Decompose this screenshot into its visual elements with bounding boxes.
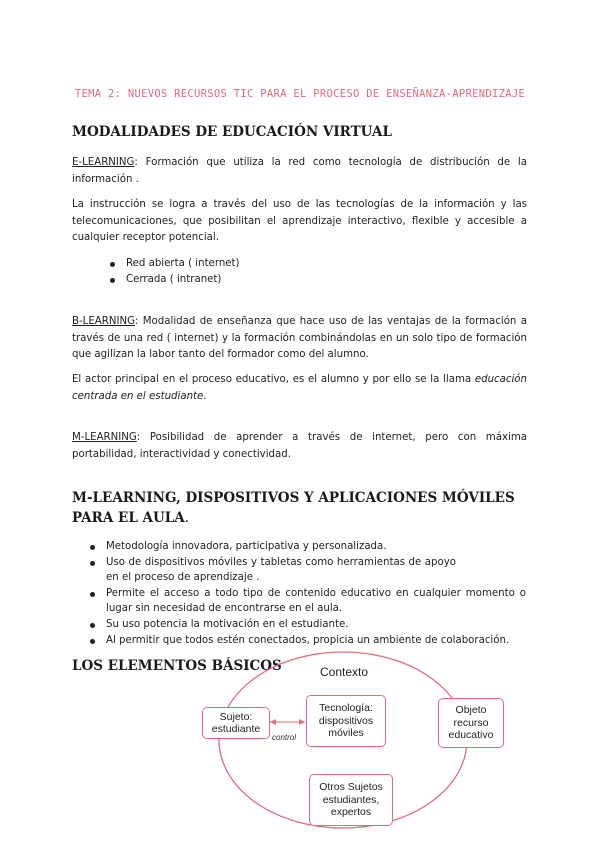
heading-mlearning-suffix: . [184,510,190,526]
list-item: Permite el acceso a todo tipo de contenido educativo en cualquier momento o lugar sin necesidad de encontrarse en el aula. [86,586,526,617]
mlearning-definition [72,430,527,463]
arrow-right-icon [299,719,305,725]
node-objeto-recurso: Objeto recurso educativo [438,698,504,748]
mlearning-term: M-LEARNING [72,432,137,443]
blearning-definition [72,314,527,364]
blearning-paragraph-end: . [203,390,207,402]
blearning-term: B-LEARNING [72,316,135,327]
document-title: TEMA 2: NUEVOS RECURSOS TIC PARA EL PROCESO DE ENSEÑANZA-APRENDIZAJE [74,88,526,100]
blearning-paragraph-text: El actor principal en el proceso educativo, es el alumno y por ello se la llama [72,374,475,385]
elearning-definition-text: : Formación que utiliza la red como tecnología de distribución de la información . [72,157,527,185]
control-label: control [272,733,297,742]
list-item: Cerrada ( intranet) [108,272,240,288]
blearning-definition-text: : Modalidad de enseñanza que hace uso de las ventajas de la formación a través de una red ( internet) y la formación combinándolas en un solo tipo de formación que agilizan la labor tanto del formador como del alumno. [72,316,527,361]
mlearning-bullets [86,539,526,648]
context-label: Contexto [320,665,369,679]
elearning-definition [72,155,527,188]
arrow-left-icon [270,719,276,725]
list-item: Metodología innovadora, participativa y personalizada. [86,539,526,555]
list-item: Red abierta ( internet) [108,256,240,272]
heading-modalidades: MODALIDADES DE EDUCACIÓN VIRTUAL [72,124,393,140]
list-item: Su uso potencia la motivación en el estudiante. [86,617,526,633]
elearning-paragraph: La instrucción se logra a través del uso de las tecnologías de la información y las telecomunicaciones, que posibilitan el aprendizaje interactivo, flexible y accesible a cualquier receptor potencial. [72,199,527,244]
elearning-bullets [108,256,240,287]
list-item: Uso de dispositivos móviles y tabletas como herramientas de apoyo en el proceso de aprendizaje . [86,555,526,586]
blearning-paragraph-italic: educación centrada en el estudiante [72,374,527,402]
heading-mlearning-text: M-LEARNING, DISPOSITIVOS Y APLICACIONES MÓVILES PARA EL AULA [72,490,515,526]
heading-elementos-basicos: LOS ELEMENTOS BÁSICOS [72,658,282,674]
node-otros-sujetos: Otros Sujetos estudiantes, expertos [309,774,393,826]
node-sujeto-estudiante: Sujeto: estudiante [202,707,270,739]
mlearning-definition-text: : Posibilidad de aprender a través de internet, pero con máxima portabilidad, interactividad y conectividad. [72,432,527,460]
list-item: Al permitir que todos estén conectados, propicia un ambiente de colaboración. [86,633,526,649]
elearning-term: E-LEARNING [72,157,135,168]
node-tecnologia: Tecnología: dispositivos móviles [306,695,386,747]
blearning-paragraph [72,372,527,405]
heading-mlearning-dispositivos [72,488,532,528]
